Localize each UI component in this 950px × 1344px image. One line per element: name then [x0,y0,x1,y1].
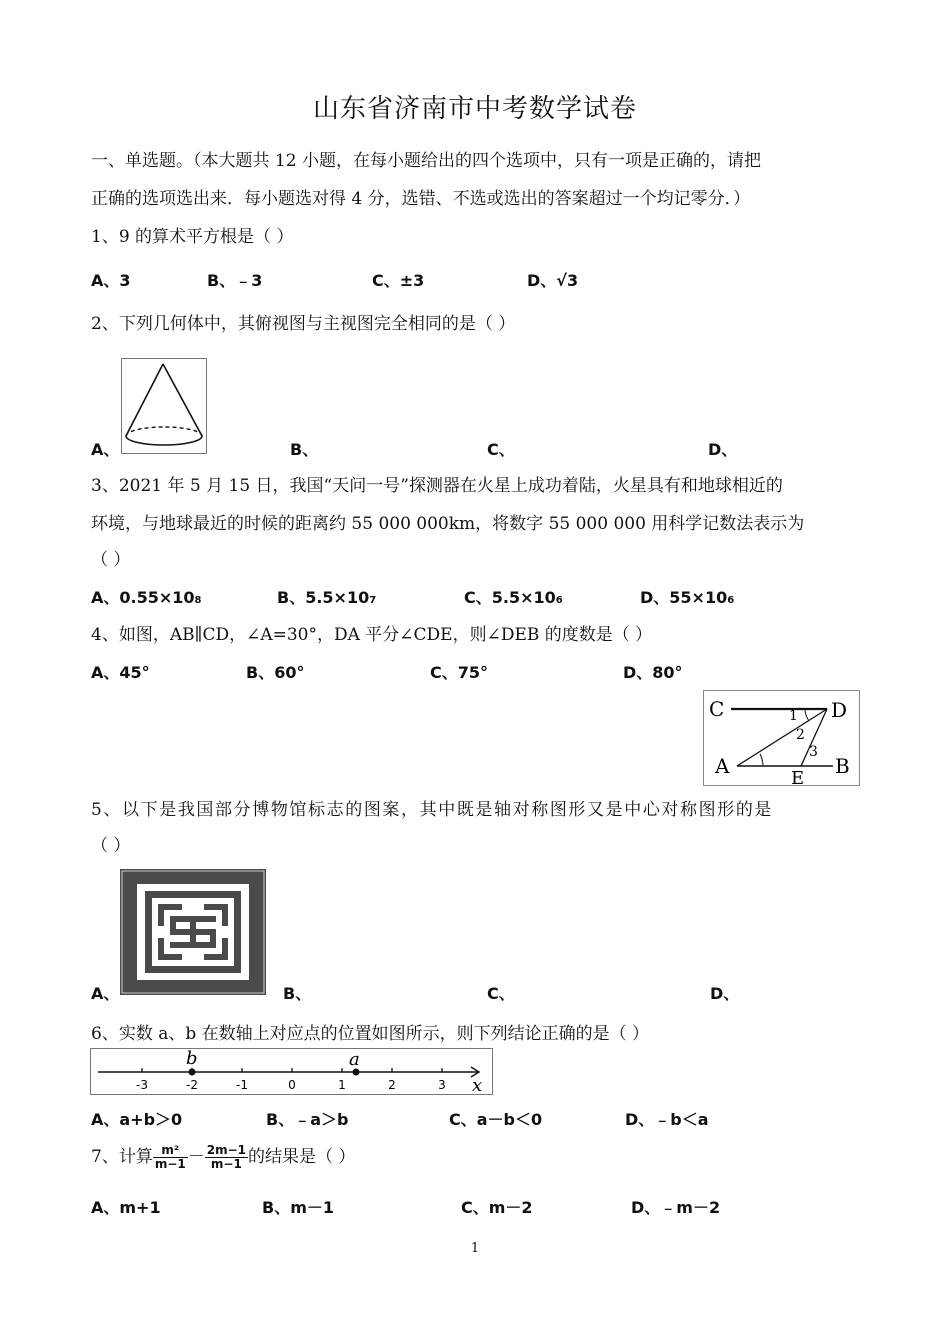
q7-option-b: B、m－1 [262,1198,335,1217]
q3-option-b: B、5.5×107 [277,588,377,607]
q3-option-d: D、55×106 [640,588,735,607]
fraction-2: $\frac{2m-1}{m-1}$ [206,1143,247,1171]
q4-option-b: B、60° [246,663,305,682]
number-line-tick-label: -1 [236,1078,248,1092]
question-1-stem: 1、9 的算术平方根是（ ） [91,227,294,247]
q4-option-c: C、75° [430,663,489,682]
q7-option-c: C、m－2 [461,1198,533,1217]
q1-option-d: D、√3 [527,271,579,290]
point-b [189,1069,196,1076]
page-number: 1 [470,1241,480,1256]
fig-label-2: 2 [796,727,805,743]
q1-option-b: B、﹣3 [207,271,263,290]
question-3-line1: 3、2021 年 5 月 15 日，我国“天问一号”探测器在火星上成功着陆，火星具有和地球相近的 [91,476,783,496]
fig-label-b: B [835,754,850,778]
q5-option-c: C、 [487,984,515,1003]
fig-label-c: C [709,697,725,721]
q5-option-d: D、 [710,984,740,1003]
question-6-stem: 6、实数 a、b 在数轴上对应点的位置如图所示，则下列结论正确的是（ ） [91,1024,650,1044]
q3-option-a: A、0.55×108 [91,588,202,607]
question-7-stem: 7、计算 $\frac{\text{m²}}{m-1}$ － $\frac{2m-1}{m-1}$ 的结果是（ ） [91,1143,356,1171]
number-line-tick-label: -3 [136,1078,148,1092]
q5-option-a: A、 [91,984,120,1003]
number-line-figure [90,1048,493,1095]
q7-option-d: D、﹣m－2 [631,1198,721,1217]
q6-option-c: C、a－b＜0 [449,1110,543,1129]
section-instructions-line1: 一、单选题。（本大题共 12 小题，在每小题给出的四个选项中，只有一项是正确的，请把 [91,151,761,171]
fraction-1: $\frac{\text{m²}}{m-1}$ [154,1143,186,1171]
q1-option-a: A、3 [91,271,131,290]
point-b-label: b [186,1048,198,1069]
question-3-line3: （ ） [91,550,131,570]
fig-label-a: A [715,754,730,778]
q2-option-b: B、 [290,440,319,459]
cone-figure [121,358,207,454]
q4-option-a: A、45° [91,663,150,682]
number-line-tick-label: -2 [186,1078,198,1092]
q7-option-a: A、m+1 [91,1198,161,1217]
q6-option-b: B、﹣a＞b [266,1110,349,1129]
question-5-line1: 5、以下是我国部分博物馆标志的图案，其中既是轴对称图形又是中心对称图形的是 [91,800,774,820]
parallel-lines-figure [703,690,860,786]
number-line-tick-label: 0 [288,1078,296,1092]
question-5-line2: （ ） [91,836,131,856]
section-instructions-line2: 正确的选项选出来．每小题选对得 4 分，选错、不选或选出的答案超过一个均记零分．） [91,189,751,209]
museum-logo-figure [120,869,266,995]
question-3-line2: 环境，与地球最近的时候的距离约 55 000 000km，将数字 55 000 000 用科学记数法表示为 [91,514,805,534]
point-a-label: a [349,1049,360,1070]
fig-label-1: 1 [789,708,798,724]
number-line-tick-label: 1 [338,1078,346,1092]
q6-option-a: A、a+b＞0 [91,1110,183,1129]
q6-option-d: D、﹣b＜a [625,1110,709,1129]
q5-option-b: B、 [283,984,312,1003]
q4-option-d: D、80° [623,663,683,682]
fig-label-3: 3 [809,744,818,760]
q2-option-c: C、 [487,440,515,459]
q2-option-d: D、 [708,440,738,459]
q1-option-c: C、±3 [372,271,425,290]
axis-label-x: x [472,1075,483,1095]
q2-option-a: A、 [91,440,120,459]
question-2-stem: 2、下列几何体中，其俯视图与主视图完全相同的是（ ） [91,314,516,334]
question-4-stem: 4、如图，AB∥CD，∠A=30°，DA 平分∠CDE，则∠DEB 的度数是（ ） [91,625,653,645]
fig-label-d: D [831,698,848,722]
fig-label-e: E [791,768,805,786]
number-line-tick-label: 2 [388,1078,396,1092]
page-title: 山东省济南市中考数学试卷 [312,94,637,124]
q3-option-c: C、5.5×106 [464,588,563,607]
number-line-tick-label: 3 [438,1078,446,1092]
